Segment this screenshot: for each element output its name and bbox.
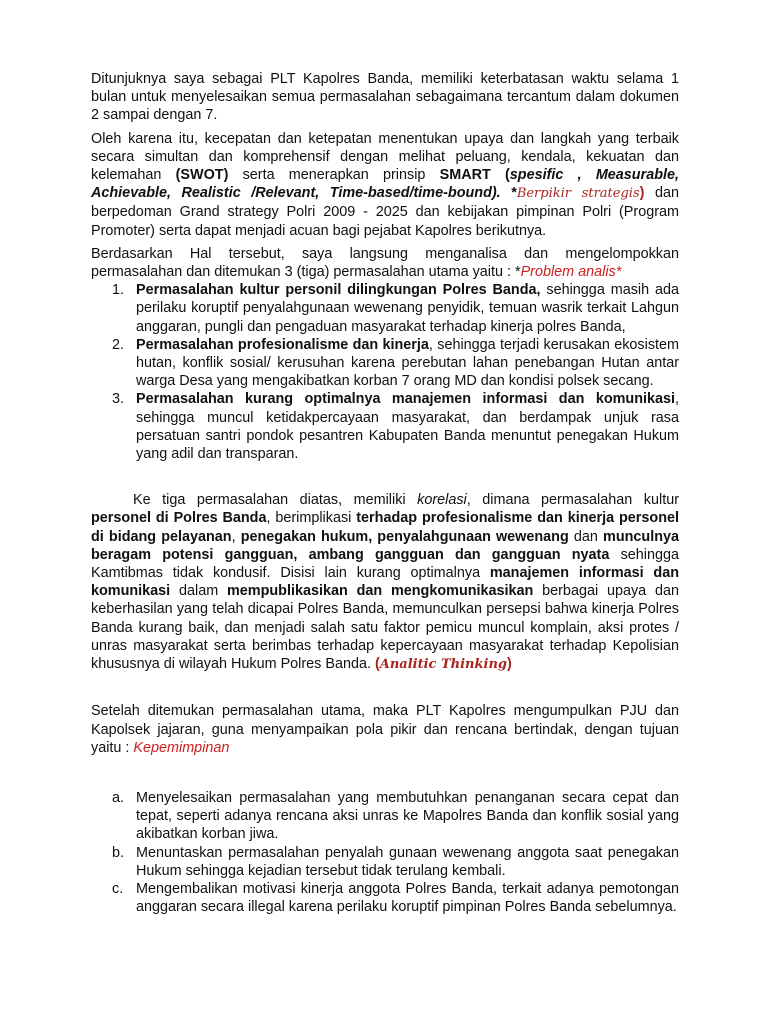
list-marker: b.	[112, 844, 125, 861]
list-marker: 3.	[112, 391, 125, 408]
text-segment: ,	[231, 528, 241, 545]
korelasi-term: korelasi	[417, 492, 467, 509]
paragraph-correlation	[91, 491, 679, 674]
smart-items: spesific , Measurable, Achievable, Realistic /Relevant, Time-based/time-bound).	[91, 167, 679, 202]
goal-text: Menuntaskan permasalahan penyalah gunaan wewenang anggota saat penegakan Hukum sehingga kejadian tersebut tidak terulang kembali.	[136, 844, 679, 879]
text-segment: berbagai upaya dan keberhasilan yang telah dicapai Polres Banda, memunculkan persepsi bahwa kinerja Polres Banda kurang baik, dan menjadi salah satu faktor pemicu muncul komplain, aksi protes / unras masyarakat serta berimbas terhadap kepercayaan masyarakat terhadap Kepolisian khususnya di wilayah Hukum Polres Banda.	[91, 583, 679, 673]
text-segment: serta menerapkan prinsip	[228, 167, 440, 184]
bold-segment: munculnya beragam potensi gangguan, ambang gangguan dan gangguan nyata	[91, 528, 679, 563]
problem-title: Permasalahan kurang optimalnya manajemen informasi dan komunikasi	[136, 391, 675, 408]
text-segment: dan	[568, 528, 604, 545]
problem-text: sehingga masih ada perilaku koruptif penyalahgunaan wewenang penyidik, temuan wasrik terkait Lahgun anggaran, pungli dan pengaduan masyarakat terhadap kinerja polres Banda,	[136, 282, 679, 335]
goal-item-a	[91, 789, 679, 844]
list-marker: 2.	[112, 336, 125, 353]
tag-problem-analis: Problem analis*	[520, 264, 622, 281]
text-segment: Berdasarkan Hal tersebut, saya langsung menganalisa dan mengelompokkan permasalahan dan ditemukan 3 (tiga) permasalahan utama yaitu : *	[91, 245, 679, 281]
goal-item-c	[91, 880, 679, 916]
paren-close: )	[507, 656, 512, 673]
tag-berpikir-strategis: Berpikir strategis	[516, 186, 640, 202]
paragraph-intro: Ditunjuknya saya sebagai PLT Kapolres Banda, memiliki keterbatasan waktu selama 1 bulan untuk menyelesaikan semua permasalahan sebagaimana tercantum dalam dokumen 2 sampai dengan 7.	[91, 71, 679, 124]
text-segment: , berimplikasi	[266, 510, 357, 527]
smart-term: SMART (	[439, 167, 510, 184]
list-marker: a.	[112, 789, 125, 806]
problem-text: , sehingga terjadi kerusakan ekosistem hutan, konflik sosial/ kerusuhan karena perebutan lahan penebangan Hutan antar warga Desa yang mengakibatkan korban 7 orang MD dan kondisi polsek secang.	[136, 336, 679, 390]
goal-text: Menyelesaikan permasalahan yang membutuhkan penanganan secara cepat dan tepat, seperti adanya rencana aksi unras ke Mapolres Banda dan konflik sosial yang akibatkan korban jiwa.	[136, 789, 679, 843]
document-page	[91, 70, 679, 916]
problem-title: Permasalahan profesionalisme dan kinerja	[136, 336, 429, 353]
asterisk: *	[500, 185, 517, 202]
bold-segment: personel di Polres Banda	[91, 510, 267, 527]
problem-title: Permasalahan kultur personil dilingkungan Polres Banda,	[136, 282, 541, 299]
text-segment: sehingga Kamtibmas tidak kondusif. Disisi lain kurang optimalnya	[91, 546, 679, 582]
problem-list	[91, 281, 679, 463]
goal-text: Mengembalikan motivasi kinerja anggota Polres Banda, terkait adanya pemotongan anggaran secara illegal karena perilaku koruptif pimpinan Polres Banda sebelumnya.	[136, 880, 679, 916]
list-marker: 1.	[112, 282, 125, 299]
problem-item-2	[91, 336, 679, 391]
tag-kepemimpinan: Kepemimpinan	[133, 739, 230, 756]
problem-item-3	[91, 390, 679, 463]
problem-item-1	[91, 281, 679, 336]
paragraph-strategy	[91, 130, 679, 240]
paren-close: )	[639, 185, 645, 202]
bold-segment: mempublikasikan dan mengkomunikasikan	[227, 583, 534, 600]
text-segment: Ke tiga permasalahan diatas, memiliki	[133, 492, 418, 509]
bold-segment: terhadap profesionalisme dan kinerja personel di bidang pelayanan	[91, 510, 679, 545]
paragraph-analysis	[91, 245, 679, 281]
text-segment: Oleh karena itu, kecepatan dan ketepatan menentukan upaya dan langkah yang terbaik secara simultan dan komprehensif dengan melihat peluang, kendala, kekuatan dan kelemahan	[91, 130, 679, 184]
text-segment: dalam	[170, 583, 227, 600]
text-segment: , dimana permasalahan kultur	[466, 492, 679, 509]
text-segment: Setelah ditemukan permasalahan utama, maka PLT Kapolres mengumpulkan PJU dan Kapolsek jajaran, guna menyampaikan pola pikir dan rencana bertindak, dengan tujuan yaitu :	[91, 703, 679, 756]
goal-list	[91, 789, 679, 916]
swot-term: (SWOT)	[175, 167, 229, 184]
paragraph-leadership	[91, 702, 679, 757]
text-segment: dan berpedoman Grand strategy Polri 2009 - 2025 dan kebijakan pimpinan Polri (Program Promoter) serta dapat menjadi acuan bagi pejabat Kapolres berikutnya.	[91, 185, 679, 239]
problem-text: , sehingga muncul ketidakpercayaan masyarakat, dan berdampak unjuk rasa persatuan santri pondok pesantren Kabupaten Banda menuntut penegakan Hukum yang adil dan transparan.	[136, 391, 679, 463]
goal-item-b	[91, 844, 679, 880]
bold-segment: penegakan hukum, penyalahgunaan wewenang	[240, 528, 569, 545]
bold-segment: manajemen informasi dan komunikasi	[91, 565, 679, 600]
paren-open: (	[374, 656, 380, 673]
list-marker: c.	[112, 880, 124, 897]
tag-analitic-thinking: Analitic Thinking	[379, 657, 507, 673]
